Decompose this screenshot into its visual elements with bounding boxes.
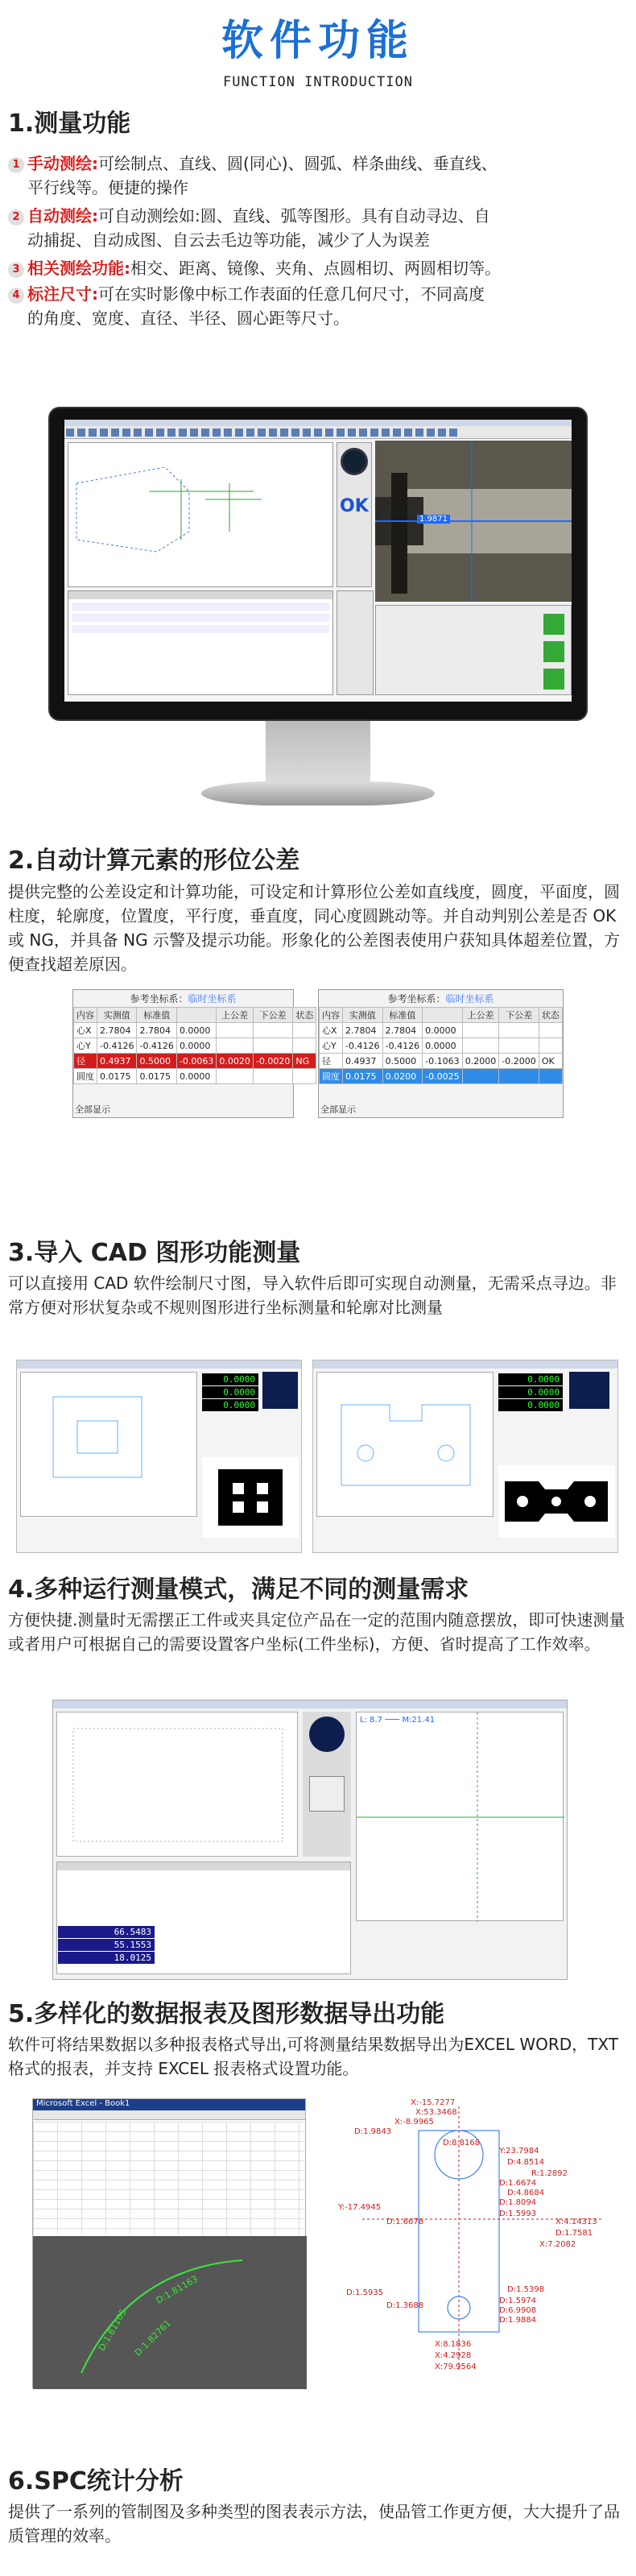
section-5-title: 5.多样化的数据报表及图形数据导出功能 [8, 2000, 445, 2028]
section-6-text: 提供了一系列的管制图及多种类型的图表表示方法，使品管工作更方便，大大提升了品质管理的效率。 [8, 2502, 620, 2545]
curve-label: D:1.81163 [154, 2273, 200, 2306]
dro-z: 0.0000 [498, 1399, 563, 1411]
dim-label: D:1.9843 [354, 2127, 392, 2136]
feature-text: 可自动测绘如:圆、直线、弧等图形。具有自动寻边、自 [98, 206, 490, 226]
monitor-bezel [48, 407, 588, 721]
status-icon [543, 641, 564, 662]
dim-label: X:-8.9965 [394, 2118, 434, 2127]
dim-label: Y:23.7984 [499, 2147, 539, 2156]
tolerance-table[interactable]: 内容 实测值 标准值 上公差 下公差 状态 心X 2.7804 2.7804 0.0000 心Y -0.4126 -0.4126 0.0000 径 0.4937 0.5000 -0.0063 0.0020 -0.0020 NG 圆度 0.0175 0.0175 0.0000 [73, 1007, 316, 1084]
tolerance-table[interactable]: 内容 实测值 标准值 上公差 下公差 状态 心X 2.7804 2.7804 0.0000 心Y -0.4126 -0.4126 0.0000 径 0.4937 0.5000 -0.1063 0.2000 -0.2000 OK 圆度 0.0175 0.0200 -0.0025 [319, 1007, 563, 1084]
table-row: 径 0.4937 0.5000 -0.1063 0.2000 -0.2000 OK [320, 1054, 563, 1069]
feature-text: 可绘制点、直线、圆(同心)、圆弧、样条曲线、垂直线、 [98, 154, 498, 173]
page-subtitle: FUNCTION INTRODUCTION [223, 74, 413, 90]
feature-text-cont: 平行线等。便捷的操作 [27, 178, 188, 197]
dro-y: 0.0000 [498, 1386, 563, 1398]
cad-screenshot-right [312, 1360, 618, 1553]
feature-3 [8, 256, 632, 280]
ref-header: 参考坐标系：临时坐标系 [130, 993, 237, 1004]
joystick-icon[interactable] [341, 448, 368, 475]
feature-text: 可在实时影像中标工作表面的任意几何尺寸，不同高度 [98, 284, 485, 304]
dim-label: D:1.8094 [499, 2198, 537, 2207]
jog-panel[interactable] [303, 1712, 351, 1857]
ok-indicator: OK [340, 496, 369, 516]
feature-name: 相关测绘功能: [27, 259, 130, 278]
section-5-text: 软件可将结果数据以多种报表格式导出,可将测量结果数据导出为EXCEL WORD，TXT 格式的报表，并支持 EXCEL 报表格式设置功能。 [8, 2035, 618, 2078]
joystick-icon[interactable] [262, 1372, 298, 1409]
curve-plot [33, 2236, 307, 2389]
curve-label: D:1.81105 [96, 2307, 129, 2353]
dim-label: D:6.9908 [499, 2306, 537, 2315]
dim-label: X:8.1836 [435, 2340, 472, 2349]
feature-name: 手动测绘: [27, 154, 98, 173]
window-titlebar [64, 420, 572, 426]
monitor-stand [201, 781, 435, 806]
section-2-title: 2.自动计算元素的形位公差 [8, 847, 300, 875]
dro-x: 66.5483 [58, 1926, 155, 1938]
cad-screenshot-left [16, 1360, 302, 1553]
table-row: 心X 2.7804 2.7804 0.0000 [74, 1023, 316, 1038]
feature-text-cont: 的角度、宽度、直径、半径、圆心距等尺寸。 [27, 309, 349, 328]
table-row: 圆度 0.0175 0.0200 -0.0025 [320, 1069, 563, 1084]
dim-label: X:4.2928 [435, 2351, 472, 2360]
dim-label: D:4.8514 [507, 2158, 545, 2167]
show-all-checkbox[interactable]: 全部显示 [75, 1104, 110, 1115]
feature-text-cont: 动捕捉、自动成图、自云去毛边等功能，减少了人为误差 [27, 230, 430, 250]
camera-readout: L: 8.7 ─── M:21.41 [360, 1716, 436, 1725]
dim-label: D:8.8168 [443, 2139, 481, 2147]
dro-y: 55.1553 [58, 1939, 155, 1951]
dim-label: X:7.2082 [539, 2240, 576, 2249]
page-title: 软件功能 [221, 17, 415, 65]
dim-label: X:79.9564 [435, 2363, 477, 2371]
status-icon [543, 614, 564, 635]
spreadsheet-grid[interactable] [33, 2122, 307, 2234]
drawing-svg [68, 443, 334, 588]
cad-canvas[interactable] [20, 1372, 197, 1517]
dro-x: 0.0000 [498, 1373, 563, 1385]
feature-number-badge: 4 [8, 288, 24, 304]
cad-export-drawing [338, 2098, 620, 2388]
feature-text: 相交、距离、镜像、夹角、点圆相切、两圆相切等。 [130, 259, 501, 278]
feature-name: 标注尺寸: [27, 284, 98, 304]
section-4-text: 方便快捷.测量时无需摆正工件或夹具定位产品在一定的范围内随意摆放，即可快速测量或者用户可根据自己的需要设置客户坐标(工件坐标)，方便、省时提高了工作效率。 [8, 1610, 626, 1654]
feature-name: 自动测绘: [27, 206, 98, 226]
dim-label: D:1.5935 [346, 2288, 384, 2297]
dim-label: D:1.5993 [499, 2209, 537, 2218]
section-3-text: 可以直接用 CAD 软件绘制尺寸图，导入软件后即可实现自动测量，无需采点寻边。非常方便对形状复杂或不规则图形进行坐标测量和轮廓对比测量 [8, 1274, 617, 1317]
cad-canvas[interactable] [316, 1372, 494, 1517]
tolerance-panel-ng [72, 989, 314, 1118]
table-row: 心Y -0.4126 -0.4126 0.0000 [74, 1038, 316, 1054]
section-2-text: 提供完整的公差设定和计算功能，可设定和计算形位公差如直线度，圆度，平面度，圆柱度，轮廓度，位置度，平行度，垂直度，同心度圆跳动等。并自动判别公差是否 OK 或 NG，并具备 NG 示警及提示功能。形象化的公差图表使用户获知具体超差位置，方便查找超差原因。 [8, 882, 620, 974]
dim-label: D:4.8684 [507, 2189, 545, 2197]
feature-number-badge: 3 [8, 262, 24, 278]
dim-label: D:1.5398 [507, 2285, 545, 2294]
dro-z: 0.0000 [202, 1399, 258, 1411]
joystick-icon[interactable] [569, 1372, 609, 1409]
result-list[interactable] [68, 590, 333, 695]
dro-y: 0.0000 [202, 1386, 258, 1398]
excel-screenshot [32, 2098, 306, 2388]
show-all-checkbox[interactable]: 全部显示 [320, 1104, 356, 1115]
section-3-title: 3.导入 CAD 图形功能测量 [8, 1239, 301, 1267]
table-row: 圆度 0.0175 0.0175 0.0000 [74, 1069, 316, 1084]
monitor-illustration [48, 407, 588, 834]
page-header [0, 0, 636, 101]
camera-view[interactable] [375, 441, 572, 602]
tolerance-panel-ok [318, 989, 564, 1118]
feature-number-badge: 2 [8, 209, 24, 226]
section-6-title: 6.SPC统计分析 [8, 2467, 184, 2495]
curve-label: D:1.82761 [132, 2317, 173, 2359]
window-toolbar [64, 426, 572, 439]
dim-label: D:1.6674 [499, 2179, 537, 2188]
monitor-neck [266, 721, 370, 785]
dim-label: X:53.3468 [415, 2108, 457, 2117]
dim-label: D:1.9884 [499, 2316, 537, 2325]
cad-preview [202, 1457, 299, 1538]
dim-label: Y:-17.4945 [338, 2203, 382, 2212]
section-1-title: 1.测量功能 [8, 110, 131, 138]
dim-label: D:1.7581 [555, 2229, 593, 2238]
ref-header: 参考坐标系：临时坐标系 [387, 993, 494, 1004]
monitor-screen [64, 420, 572, 702]
dim-label: D:1.6678 [386, 2218, 424, 2226]
dro-x: 0.0000 [202, 1373, 258, 1385]
dro-panel [375, 605, 572, 695]
dim-label: D:1.5974 [499, 2296, 537, 2305]
table-row: 径 0.4937 0.5000 -0.0063 0.0020 -0.0020 NG [74, 1054, 316, 1069]
dim-label: X:-15.7277 [411, 2098, 456, 2107]
table-row: 心Y -0.4126 -0.4126 0.0000 [320, 1038, 563, 1054]
table-row: 心X 2.7804 2.7804 0.0000 [320, 1023, 563, 1038]
section-4-title: 4.多种运行测量模式，满足不同的测量需求 [8, 1576, 469, 1604]
excel-titlebar: Microsoft Excel - Book1 [33, 2099, 305, 2110]
cad-preview [498, 1465, 615, 1538]
mode-screenshot [52, 1700, 568, 1980]
dim-label: R:1.2892 [531, 2169, 568, 2178]
feature-1 [8, 151, 632, 200]
camera-svg [375, 441, 572, 602]
measure-label: 1.9871 [417, 515, 450, 524]
drawing-canvas[interactable] [56, 1712, 298, 1857]
feature-number-badge: 1 [8, 157, 24, 173]
side-buttons[interactable] [337, 590, 374, 695]
dim-label: D:1.3688 [386, 2301, 424, 2310]
dim-label: X:4.14313 [555, 2218, 597, 2226]
drawing-canvas[interactable] [68, 442, 333, 587]
feature-2 [8, 204, 632, 252]
dro-z: 18.0125 [58, 1952, 155, 1964]
status-icon [543, 669, 564, 690]
camera-view[interactable] [356, 1712, 564, 1921]
feature-4 [8, 282, 632, 330]
